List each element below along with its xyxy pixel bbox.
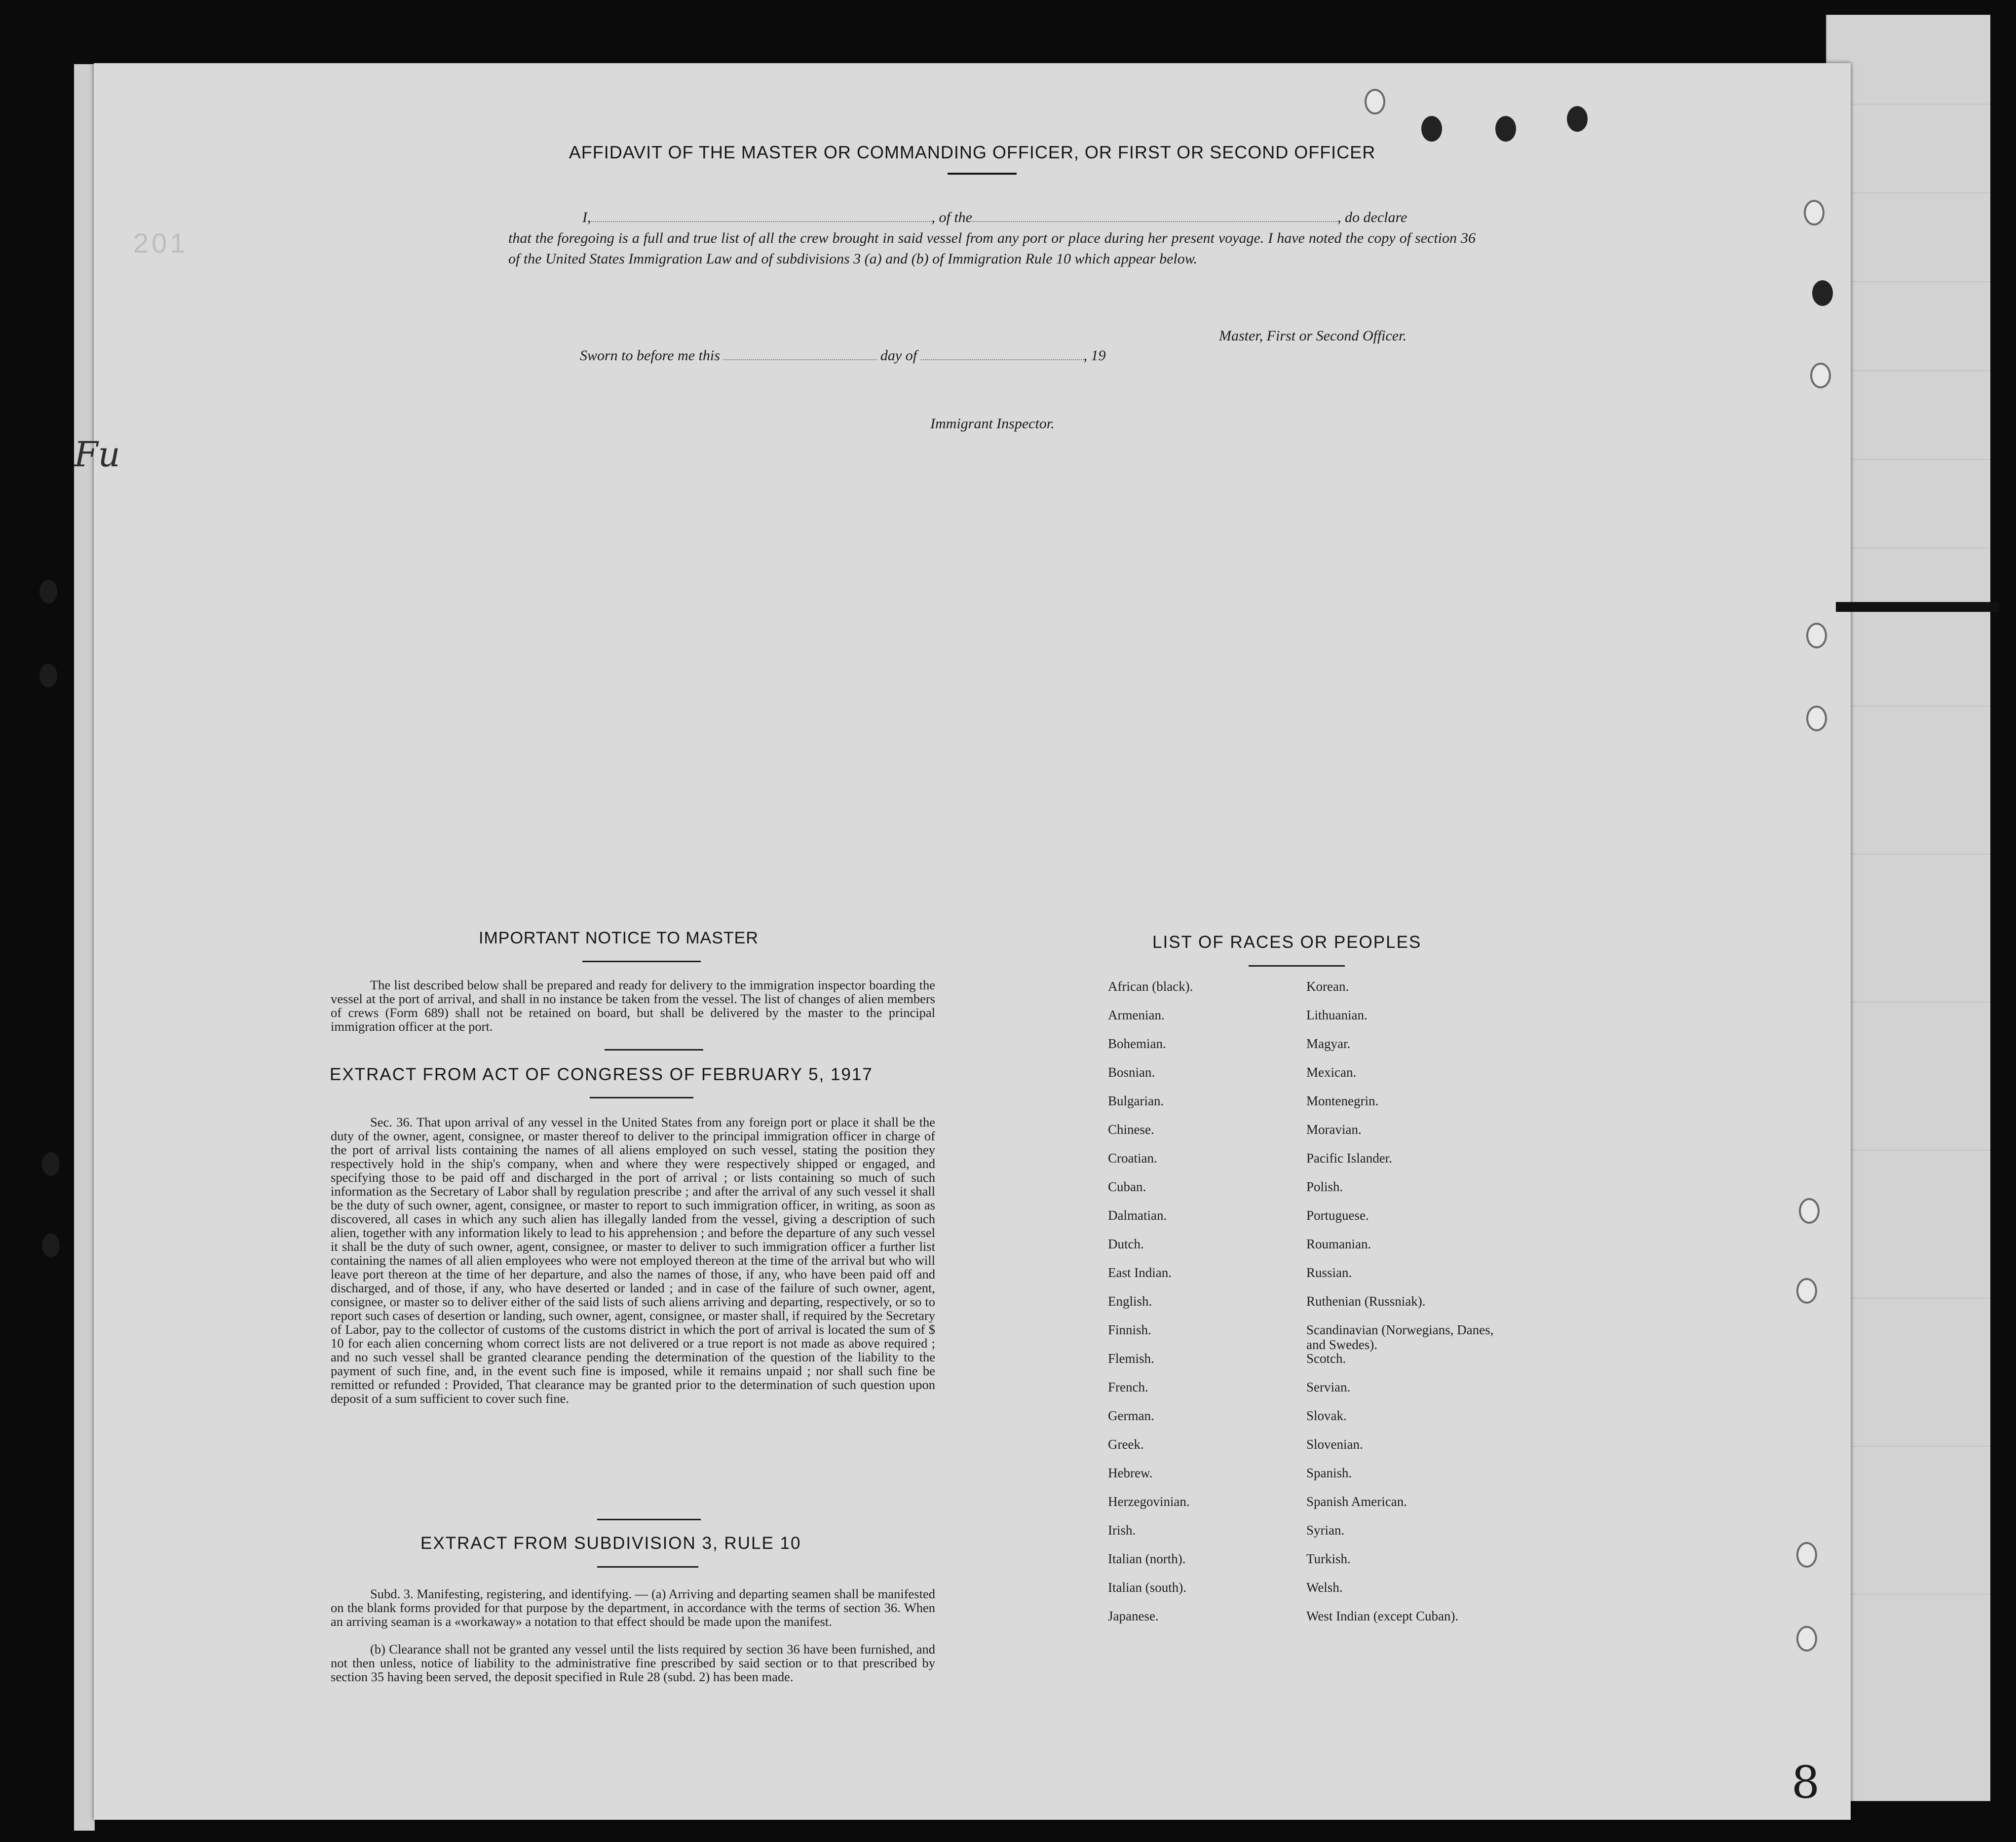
act-extract-title: EXTRACT FROM ACT OF CONGRESS OF FEBRUARY 5, 1917 xyxy=(330,1065,873,1084)
name-blank xyxy=(591,210,932,222)
race-item: Syrian. xyxy=(1306,1523,1345,1538)
race-item: Italian (north). xyxy=(1108,1551,1186,1566)
race-item: West Indian (except Cuban). xyxy=(1306,1609,1459,1623)
binder-tab-strip xyxy=(1836,602,1999,612)
race-item: Irish. xyxy=(1108,1523,1136,1538)
section-divider xyxy=(605,1049,703,1051)
binder-hole-icon xyxy=(1796,1278,1817,1304)
race-item: Slovenian. xyxy=(1306,1437,1363,1452)
race-item: German. xyxy=(1108,1408,1154,1423)
binder-hole-icon xyxy=(1810,363,1831,388)
i-label: I, xyxy=(582,209,591,226)
rule-extract-text-a: Subd. 3. Manifesting, registering, and identifying. — (a) Arriving and departing seamen shall be manifested on the blank forms provided for that purpose by the department, in accordance with the terms of section 36. When an arriving seaman is a «workaway» a notation to that effect should be made upon the manifest. xyxy=(331,1586,935,1629)
race-item: Bosnian. xyxy=(1108,1065,1155,1080)
month-blank xyxy=(921,348,1084,360)
affidavit-body xyxy=(508,207,1476,269)
race-item: Russian. xyxy=(1306,1265,1352,1280)
binder-hole-icon xyxy=(1796,1626,1817,1652)
race-item: Mexican. xyxy=(1306,1065,1357,1080)
sworn-line xyxy=(580,347,1106,364)
race-item: African (black). xyxy=(1108,979,1193,994)
binder-hole-icon xyxy=(1365,89,1385,114)
race-item: Korean. xyxy=(1306,979,1349,994)
day-of-label: day of xyxy=(880,347,917,364)
race-item: Spanish American. xyxy=(1306,1494,1407,1509)
binder-hole-icon xyxy=(1804,200,1825,226)
race-item: Greek. xyxy=(1108,1437,1144,1452)
race-item: French. xyxy=(1108,1380,1148,1394)
corner-handwritten-mark: 8 xyxy=(1791,1757,1820,1808)
race-item: Hebrew. xyxy=(1108,1466,1153,1480)
binder-hole-icon xyxy=(1806,706,1827,731)
race-item: Croatian. xyxy=(1108,1151,1157,1165)
race-item: Scandinavian (Norwegians, Danes, and Swedes). xyxy=(1306,1322,1494,1352)
notice-text: The list described below shall be prepared and ready for delivery to the immigration inspector boarding the vessel at the port of arrival, and shall in no instance be taken from the vessel. The list of changes of alien members of crews (Form 689) shall not be retained on board, but shall be delivered by the master to the principal immigration officer at the port. xyxy=(331,977,935,1034)
race-item: Turkish. xyxy=(1306,1551,1351,1566)
race-item: Flemish. xyxy=(1108,1351,1154,1366)
declare-label: , do declare xyxy=(1337,209,1407,226)
race-item: Welsh. xyxy=(1306,1580,1343,1595)
left-sheet-edge xyxy=(74,64,95,1831)
race-item: Spanish. xyxy=(1306,1466,1352,1480)
race-item: English. xyxy=(1108,1294,1152,1309)
of-the-label: , of the xyxy=(931,209,972,226)
year-prefix: , 19 xyxy=(1083,347,1106,364)
binder-hole-icon xyxy=(39,580,57,603)
races-right-column xyxy=(1306,979,1514,1637)
race-item: Dalmatian. xyxy=(1108,1208,1167,1223)
margin-handwriting: Fu xyxy=(74,434,120,475)
race-item: Roumanian. xyxy=(1306,1237,1371,1251)
binder-hole-icon xyxy=(39,664,57,687)
race-item: Japanese. xyxy=(1108,1609,1159,1623)
rule-title-rule xyxy=(597,1566,698,1568)
inspector-label: Immigrant Inspector. xyxy=(930,415,1055,432)
race-item: East Indian. xyxy=(1108,1265,1172,1280)
race-item: Italian (south). xyxy=(1108,1580,1186,1595)
race-item: Pacific Islander. xyxy=(1306,1151,1392,1165)
binder-hole-icon xyxy=(1421,116,1442,142)
race-item: Chinese. xyxy=(1108,1122,1154,1137)
manifest-page xyxy=(94,63,1851,1820)
binder-hole-icon xyxy=(42,1152,60,1176)
race-item: Dutch. xyxy=(1108,1237,1144,1251)
race-item: Lithuanian. xyxy=(1306,1008,1368,1022)
binder-hole-icon xyxy=(42,1234,60,1257)
race-item: Finnish. xyxy=(1108,1322,1151,1337)
race-item: Bulgarian. xyxy=(1108,1093,1164,1108)
binder-hole-icon xyxy=(1796,1542,1817,1568)
race-item: Ruthenian (Russniak). xyxy=(1306,1294,1426,1309)
affidavit-text: that the foregoing is a full and true list of all the crew brought in said vessel from any port or place during her present voyage. I have noted the copy of section 36 of the United States Immigration Law and of subdivisions 3 (a) and (b) of Immigration Rule 10 which appear below. xyxy=(508,230,1476,267)
race-item: Slovak. xyxy=(1306,1408,1347,1423)
sworn-prefix: Sworn to before me this xyxy=(580,347,720,364)
day-blank xyxy=(723,348,876,360)
race-item: Scotch. xyxy=(1306,1351,1346,1366)
master-signature-label: Master, First or Second Officer. xyxy=(1219,328,1407,344)
binder-hole-icon xyxy=(1567,106,1588,132)
section-divider xyxy=(597,1519,701,1520)
binder-hole-icon xyxy=(1812,280,1833,306)
binder-hole-icon xyxy=(1806,623,1827,648)
race-item: Bohemian. xyxy=(1108,1036,1166,1051)
affidavit-declaration-line xyxy=(508,207,1476,228)
race-item: Moravian. xyxy=(1306,1122,1362,1137)
race-item: Armenian. xyxy=(1108,1008,1165,1022)
race-item: Magyar. xyxy=(1306,1036,1351,1051)
races-left-column xyxy=(1108,979,1295,1637)
vessel-blank xyxy=(972,210,1337,222)
rule-extract-text-b: (b) Clearance shall not be granted any vessel until the lists required by section 36 have been furnished, and not then unless, notice of liability to the administrative fine prescribed by said section or to that prescribed by section 35 having been served, the deposit specified in Rule 28 (subd. 2) has been made. xyxy=(331,1642,935,1684)
title-underline xyxy=(948,173,1017,175)
act-extract-text: Sec. 36. That upon arrival of any vessel in the United States from any foreign port or place it shall be the duty of the owner, agent, consignee, or master thereof to deliver to the principal immigration officer in charge of the port of arrival lists containing the names of all aliens employed on such vessel, stating the position they respectively hold in the ship's company, when and where they were respectively shipped or engaged, and specifying those to be paid off and discharged in the port of arrival ; or lists containing so much of such information as the Secretary of Labor shall by regulation prescribe ; and after the arrival of any such vessel it shall be the duty of such owner, agent, consignee, or master to report to such immigration officer, in writing, as soon as discovered, all cases in which any such alien has illegally landed from the vessel, giving a description of such alien, together with any information likely to lead to his apprehension ; and before the departure of any such vessel it shall be the duty of such owner, agent, consignee, or master to deliver to such immigration officer a further list containing the names of all alien employees who were not employed thereon at the time of the arrival but who will leave port thereon at the time of her departure, and also the names of those, if any, who have been paid off and discharged, and of those, if any, who have deserted or landed ; and in case of the failure of such owner, agent, consignee, or master so to deliver either of the said lists of such aliens arriving and departing, respectively, or so to report such cases of desertion or landing, such owner, agent, consignee, or master shall, if required by the Secretary of Labor, pay to the collector of customs of the customs district in which the port of arrival is located the sum of $ 10 for each alien concerning whom correct lists are not delivered or a true report is not made as above required ; and no such vessel shall be granted clearance pending the determination of the question of the liability to the payment of such fine, and, in the event such fine is imposed, while it remains unpaid ; nor shall such fine be remitted or refunded : Provided, That clearance may be granted prior to the determination of such question upon deposit of a sum sufficient to cover such fine. xyxy=(331,1115,935,1406)
act-title-rule xyxy=(590,1097,693,1098)
race-item: Portuguese. xyxy=(1306,1208,1369,1223)
affidavit-title: AFFIDAVIT OF THE MASTER OR COMMANDING OFFICER, OR FIRST OR SECOND OFFICER xyxy=(569,142,1376,162)
binder-hole-icon xyxy=(1799,1198,1820,1224)
races-title: LIST OF RACES OR PEOPLES xyxy=(1152,933,1422,952)
race-item: Herzegovinian. xyxy=(1108,1494,1190,1509)
race-item: Cuban. xyxy=(1108,1179,1146,1194)
rule-extract-title: EXTRACT FROM SUBDIVISION 3, RULE 10 xyxy=(420,1534,801,1553)
races-title-rule xyxy=(1249,965,1345,967)
race-item: Montenegrin. xyxy=(1306,1093,1379,1108)
notice-title: IMPORTANT NOTICE TO MASTER xyxy=(479,929,759,947)
binder-hole-icon xyxy=(1495,116,1516,142)
notice-title-rule xyxy=(582,961,701,962)
stamp-number: 201 xyxy=(133,227,189,259)
race-item: Servian. xyxy=(1306,1380,1351,1394)
race-item: Polish. xyxy=(1306,1179,1343,1194)
